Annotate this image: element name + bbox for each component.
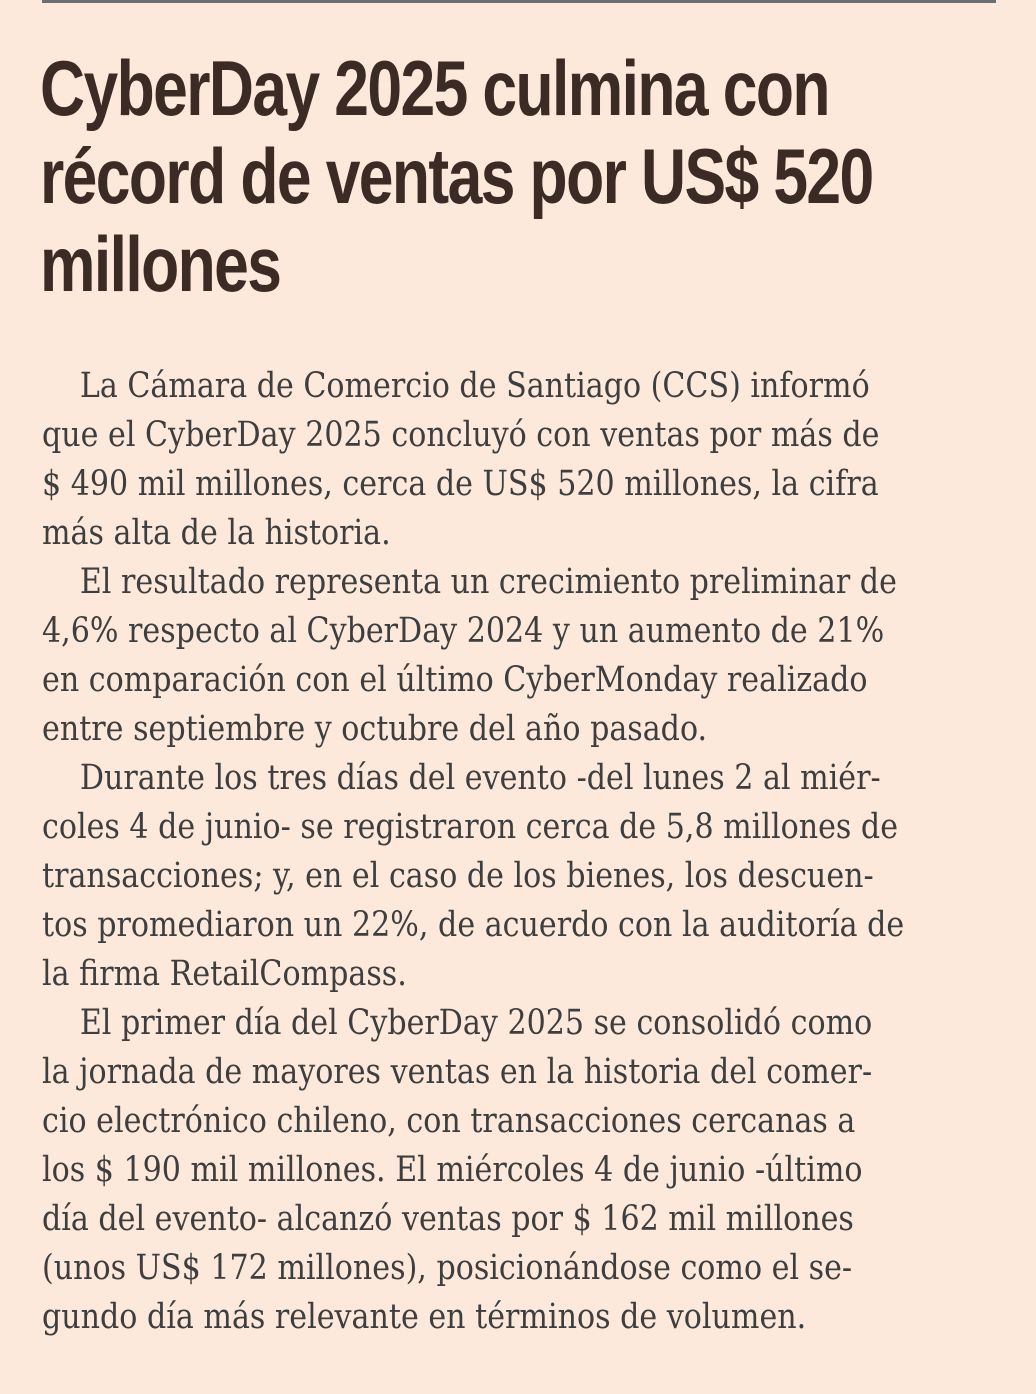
body-line: Durante los tres días del evento -del lunes 2 al miér-: [79, 758, 881, 798]
headline: [40, 44, 873, 308]
body-line: entre septiembre y octubre del año pasado.: [42, 709, 708, 749]
body-line: tos promediaron un 22%, de acuerdo con la auditoría de: [42, 905, 905, 945]
body-line: en comparación con el último CyberMonday realizado: [42, 660, 868, 700]
body-line: la jornada de mayores ventas en la historia del comer-: [42, 1052, 873, 1092]
body-line: los $ 190 mil millones. El miércoles 4 de junio -último: [42, 1150, 863, 1190]
body-line: 4,6% respecto al CyberDay 2024 y un aumento de 21%: [42, 611, 885, 651]
paragraph: [42, 362, 1014, 558]
headline-line: millones: [40, 220, 281, 308]
body-line: transacciones; y, en el caso de los bienes, los descuen-: [42, 856, 874, 896]
headline-line: récord de ventas por US$ 520: [40, 132, 873, 220]
body-line: El resultado representa un crecimiento preliminar de: [79, 562, 897, 602]
body-line: que el CyberDay 2025 concluyó con ventas por más de: [42, 415, 880, 455]
body-line: gundo día más relevante en términos de volumen.: [42, 1297, 807, 1337]
body-line: la firma RetailCompass.: [42, 954, 407, 994]
body-line: El primer día del CyberDay 2025 se consolidó como: [79, 1003, 873, 1043]
paragraph: [42, 558, 1014, 754]
headline-line: CyberDay 2025 culmina con: [40, 44, 829, 132]
top-rule: [42, 0, 996, 3]
body-line: coles 4 de junio- se registraron cerca de 5,8 millones de: [42, 807, 899, 847]
body-line: día del evento- alcanzó ventas por $ 162 mil millones: [42, 1199, 854, 1239]
paragraph: [42, 999, 1014, 1342]
body-line: (unos US$ 172 millones), posicionándose como el se-: [42, 1248, 853, 1288]
body-line: cio electrónico chileno, con transacciones cercanas a: [42, 1101, 856, 1141]
body-line: La Cámara de Comercio de Santiago (CCS) informó: [79, 366, 870, 406]
body-line: $ 490 mil millones, cerca de US$ 520 millones, la cifra: [42, 464, 879, 504]
article-body: [42, 362, 1014, 1342]
paragraph: [42, 754, 1014, 999]
body-line: más alta de la historia.: [42, 513, 391, 553]
